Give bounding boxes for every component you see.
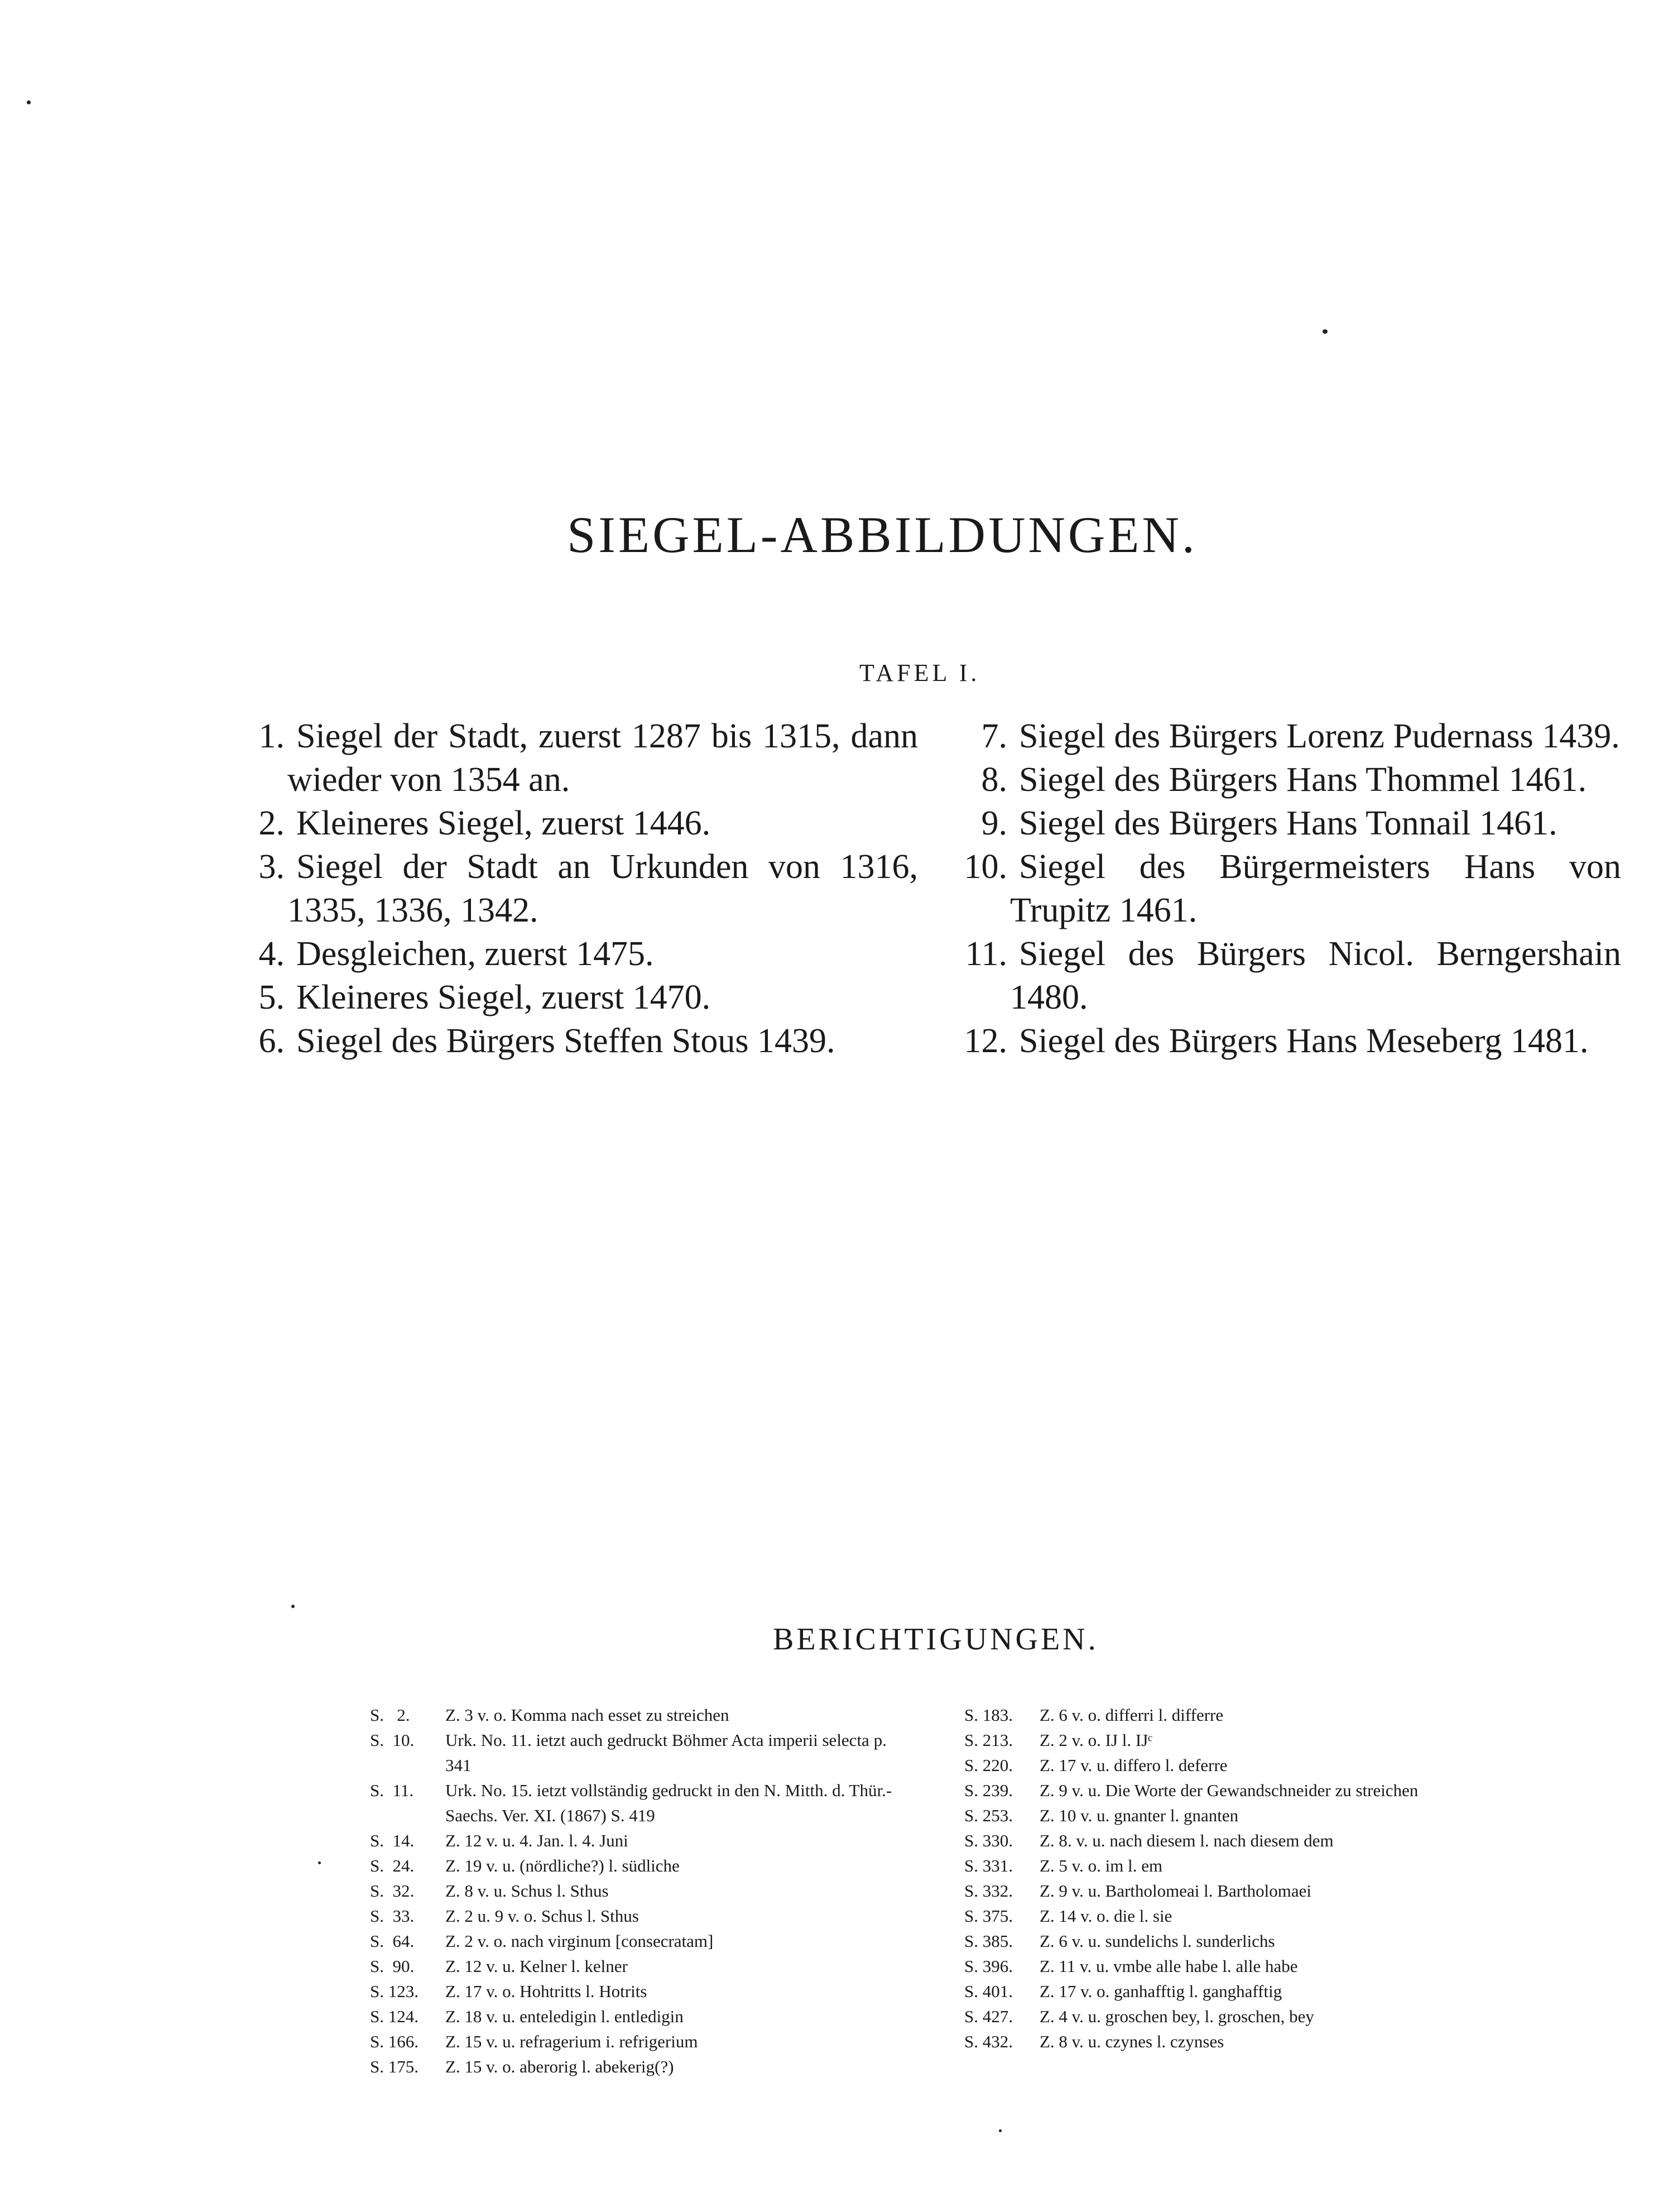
correction-text: Urk. No. 15. ietzt vollständig gedruckt in den N. Mitth. d. Thür.-Saechs. Ver. XI. (1867) S. 419 bbox=[445, 1781, 892, 1825]
page-ref: S. 332. bbox=[964, 1881, 1013, 1901]
correction-entry bbox=[370, 2029, 911, 2054]
item-number: 2. bbox=[258, 804, 285, 842]
page-title: SIEGEL-ABBILDUNGEN. bbox=[567, 506, 1198, 563]
page-ref: S. 385. bbox=[964, 1931, 1013, 1951]
correction-text: Z. 10 v. u. gnanter l. gnanten bbox=[1040, 1806, 1239, 1825]
correction-entry bbox=[370, 1702, 911, 1728]
correction-text: Z. 19 v. u. (nördliche?) l. südliche bbox=[445, 1856, 680, 1875]
correction-entry bbox=[964, 2029, 1511, 2054]
correction-text: Z. 3 v. o. Komma nach esset zu streichen bbox=[445, 1705, 729, 1725]
item-text: Siegel des Bürgers Hans Thommel 1461. bbox=[1019, 761, 1587, 799]
plate-item bbox=[240, 714, 918, 802]
correction-entry bbox=[964, 1778, 1511, 1803]
item-text: Kleineres Siegel, zuerst 1470. bbox=[296, 978, 711, 1016]
plate-item bbox=[963, 1019, 1621, 1063]
correction-text: Z. 8 v. u. czynes l. czynses bbox=[1040, 2032, 1224, 2051]
item-text: Desgleichen, zuerst 1475. bbox=[296, 935, 654, 973]
plate-item bbox=[963, 802, 1621, 845]
correction-text: Z. 15 v. o. aberorig l. abekerig(?) bbox=[445, 2057, 674, 2076]
correction-entry bbox=[964, 1828, 1511, 1853]
correction-text: Z. 17 v. o. Hohtritts l. Hotrits bbox=[445, 1981, 647, 2001]
item-number: 3. bbox=[258, 848, 285, 886]
plate-item bbox=[240, 1019, 918, 1063]
page-ref: S. 331. bbox=[964, 1856, 1013, 1875]
item-number: 5. bbox=[258, 978, 285, 1016]
page-ref: S. 11. bbox=[370, 1781, 414, 1800]
correction-text: Z. 12 v. u. 4. Jan. l. 4. Juni bbox=[445, 1831, 628, 1850]
page-ref: S. 32. bbox=[370, 1881, 415, 1901]
correction-text: Z. 17 v. u. differo l. deferre bbox=[1040, 1755, 1228, 1775]
item-number: 1. bbox=[258, 717, 285, 755]
item-number: 8. bbox=[981, 761, 1007, 799]
scan-speck bbox=[999, 2129, 1002, 2132]
scan-speck bbox=[1323, 329, 1328, 334]
correction-entry bbox=[964, 1753, 1511, 1778]
correction-entry bbox=[370, 1928, 911, 1954]
page-ref: S. 401. bbox=[964, 1981, 1013, 2001]
correction-entry bbox=[964, 1803, 1511, 1828]
item-text: Siegel des Bürgers Hans Tonnail 1461. bbox=[1019, 804, 1557, 842]
correction-text: Z. 12 v. u. Kelner l. kelner bbox=[445, 1956, 628, 1976]
correction-text: Z. 2 u. 9 v. o. Schus l. Sthus bbox=[445, 1906, 639, 1926]
page-ref: S. 396. bbox=[964, 1956, 1013, 1976]
plate-item bbox=[963, 714, 1621, 758]
correction-entry bbox=[370, 1778, 911, 1828]
item-number: 10. bbox=[964, 848, 1007, 886]
correction-entry bbox=[964, 1853, 1511, 1878]
corrections-heading: BERICHTIGUNGEN. bbox=[773, 1622, 1099, 1657]
correction-entry bbox=[370, 1979, 911, 2004]
correction-text: Z. 6 v. u. sundelichs l. sunderlichs bbox=[1040, 1931, 1275, 1951]
item-text: Siegel des Bürgers Nicol. Berngershain 1480. bbox=[1010, 935, 1621, 1016]
correction-entry bbox=[964, 2004, 1511, 2029]
correction-entry bbox=[370, 2054, 911, 2079]
correction-text: Z. 15 v. u. refragerium i. refrigerium bbox=[445, 2032, 698, 2051]
item-number: 11. bbox=[965, 935, 1007, 973]
page-ref: S. 253. bbox=[964, 1806, 1013, 1825]
corrections-list-right bbox=[964, 1702, 1511, 2054]
item-text: Siegel der Stadt, zuerst 1287 bis 1315, dann wieder von 1354 an. bbox=[287, 717, 918, 799]
page-ref: S. 64. bbox=[370, 1931, 415, 1951]
correction-text: Z. 4 v. u. groschen bey, l. groschen, bey bbox=[1040, 2007, 1314, 2026]
page-ref: S. 24. bbox=[370, 1856, 415, 1875]
page-ref: S. 375. bbox=[964, 1906, 1013, 1926]
correction-entry bbox=[370, 1903, 911, 1928]
correction-text: Z. 18 v. u. enteledigin l. entledigin bbox=[445, 2007, 684, 2026]
page-ref: S. 10. bbox=[370, 1730, 415, 1750]
plate-list-right bbox=[963, 714, 1621, 1063]
correction-text: Z. 2 v. o. nach virginum [consecratam] bbox=[445, 1931, 714, 1951]
item-number: 12. bbox=[964, 1022, 1007, 1060]
correction-entry bbox=[964, 1928, 1511, 1954]
correction-text: Z. 2 v. o. IJ l. IJᶜ bbox=[1040, 1730, 1153, 1750]
plate-list-left bbox=[240, 714, 918, 1063]
correction-entry bbox=[964, 1903, 1511, 1928]
page-ref: S. 2. bbox=[370, 1705, 410, 1725]
page-ref: S. 90. bbox=[370, 1956, 415, 1976]
correction-text: Z. 17 v. o. ganhafftig l. ganghafftig bbox=[1040, 1981, 1282, 2001]
correction-entry bbox=[370, 1728, 911, 1778]
page-ref: S. 166. bbox=[370, 2032, 419, 2051]
page-ref: S. 33. bbox=[370, 1906, 415, 1926]
plate-item bbox=[240, 845, 918, 932]
item-number: 7. bbox=[981, 717, 1007, 755]
item-text: Siegel des Bürgermeisters Hans von Trupitz 1461. bbox=[1010, 848, 1621, 929]
item-text: Siegel der Stadt an Urkunden von 1316, 1335, 1336, 1342. bbox=[287, 848, 918, 929]
page-ref: S. 330. bbox=[964, 1831, 1013, 1850]
correction-entry bbox=[370, 1853, 911, 1878]
correction-entry bbox=[964, 1878, 1511, 1903]
page-ref: S. 239. bbox=[964, 1781, 1013, 1800]
item-text: Kleineres Siegel, zuerst 1446. bbox=[296, 804, 711, 842]
plate-item bbox=[240, 932, 918, 976]
page-ref: S. 220. bbox=[964, 1755, 1013, 1775]
correction-entry bbox=[370, 1878, 911, 1903]
item-number: 9. bbox=[981, 804, 1007, 842]
item-text: Siegel des Bürgers Hans Meseberg 1481. bbox=[1019, 1022, 1589, 1060]
correction-entry bbox=[964, 1728, 1511, 1753]
page-ref: S. 175. bbox=[370, 2057, 419, 2076]
page-ref: S. 183. bbox=[964, 1705, 1013, 1725]
correction-entry bbox=[370, 2004, 911, 2029]
item-text: Siegel des Bürgers Lorenz Pudernass 1439. bbox=[1019, 717, 1620, 755]
correction-text: Z. 5 v. o. im l. em bbox=[1040, 1856, 1163, 1875]
plate-item bbox=[240, 976, 918, 1019]
item-text: Siegel des Bürgers Steffen Stous 1439. bbox=[296, 1022, 835, 1060]
correction-entry bbox=[370, 1828, 911, 1853]
correction-text: Z. 9 v. u. Die Worte der Gewandschneider zu streichen bbox=[1040, 1781, 1419, 1800]
correction-entry bbox=[370, 1954, 911, 1979]
page-ref: S. 124. bbox=[370, 2007, 419, 2026]
correction-text: Z. 8 v. u. Schus l. Sthus bbox=[445, 1881, 609, 1901]
correction-entry bbox=[964, 1979, 1511, 2004]
page-ref: S. 213. bbox=[964, 1730, 1013, 1750]
plate-item bbox=[963, 845, 1621, 932]
correction-entry bbox=[964, 1702, 1511, 1728]
page-ref: S. 123. bbox=[370, 1981, 419, 2001]
plate-item bbox=[240, 802, 918, 845]
correction-text: Z. 11 v. u. vmbe alle habe l. alle habe bbox=[1040, 1956, 1298, 1976]
correction-text: Urk. No. 11. ietzt auch gedruckt Böhmer Acta imperii selecta p. 341 bbox=[445, 1730, 887, 1775]
correction-text: Z. 6 v. o. differri l. differre bbox=[1040, 1705, 1224, 1725]
scan-speck bbox=[318, 1861, 321, 1864]
corrections-list-left bbox=[370, 1702, 911, 2079]
plate-item bbox=[963, 758, 1621, 802]
plate-heading: TAFEL I. bbox=[859, 659, 980, 687]
item-number: 6. bbox=[258, 1022, 285, 1060]
page-ref: S. 427. bbox=[964, 2007, 1013, 2026]
correction-text: Z. 8. v. u. nach diesem l. nach diesem dem bbox=[1040, 1831, 1334, 1850]
item-number: 4. bbox=[258, 935, 285, 973]
page-ref: S. 432. bbox=[964, 2032, 1013, 2051]
correction-text: Z. 14 v. o. die l. sie bbox=[1040, 1906, 1172, 1926]
scan-speck bbox=[291, 1605, 295, 1608]
scan-speck bbox=[27, 100, 31, 104]
correction-text: Z. 9 v. u. Bartholomeai l. Bartholomaei bbox=[1040, 1881, 1311, 1901]
plate-item bbox=[963, 932, 1621, 1019]
correction-entry bbox=[964, 1954, 1511, 1979]
page-ref: S. 14. bbox=[370, 1831, 415, 1850]
